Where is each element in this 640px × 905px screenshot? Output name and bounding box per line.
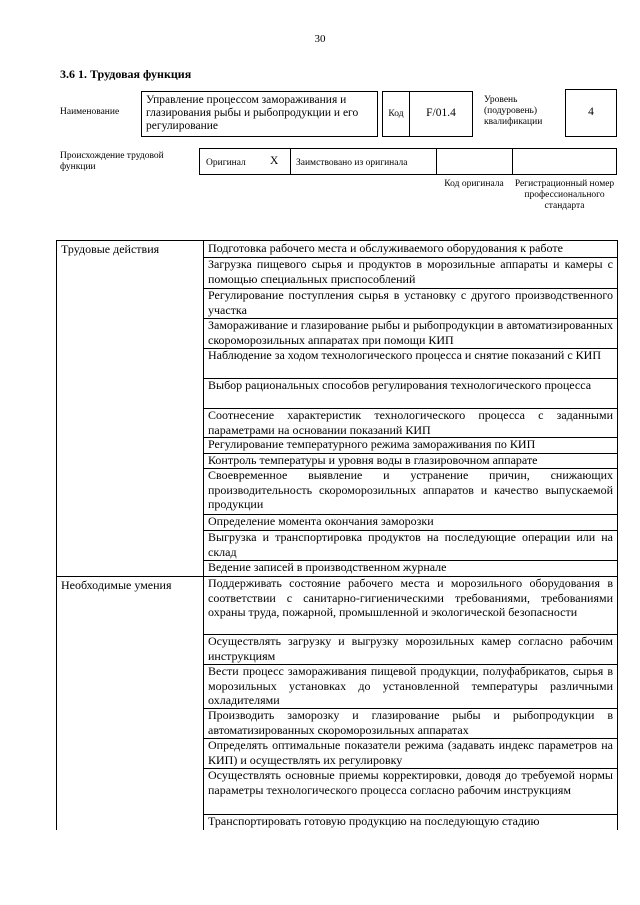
action-item: Определение момента окончания заморозки [208, 514, 434, 528]
section-label-skills: Необходимые умения [61, 578, 172, 592]
page-number: 30 [314, 33, 326, 45]
action-item: Контроль температуры и уровня воды в глазировочном аппарате [208, 453, 538, 467]
borrowed-label: Заимствовано из оригинала [296, 158, 408, 168]
section-label-actions: Трудовые действия [61, 242, 160, 256]
code-value: F/01.4 [426, 107, 456, 119]
skill-item: Транспортировать готовую продукцию на последующую стадию [208, 814, 540, 828]
level-value-box [565, 89, 617, 137]
column-divider [203, 241, 204, 830]
origin-row [199, 148, 617, 175]
origin-divider-1 [290, 149, 291, 174]
action-item: Загрузка пищевого сырья и продуктов в морозильные аппараты и камеры с помощью специальных приспособлений [208, 257, 613, 286]
origin-label: Происхождение трудовой функции [60, 151, 164, 172]
action-item: Подготовка рабочего места и обслуживаемого оборудования к работе [208, 241, 563, 255]
name-value-box [141, 91, 378, 137]
level-value: 4 [588, 106, 594, 118]
action-item: Соотнесение характеристик технологического процесса с заданными параметрами на основании показаний КИП [208, 408, 613, 437]
action-item: Выгрузка и транспортировка продуктов на последующие операции или на склад [208, 530, 613, 559]
action-item: Регулирование температурного режима замораживания по КИП [208, 437, 536, 451]
code-value-box [409, 91, 473, 137]
code-label-box [382, 91, 410, 137]
original-mark: X [270, 155, 279, 167]
skill-item: Поддерживать состояние рабочего места и морозильного оборудования в соответствии с санитарно-гигиеническими требованиями, требованиями охраны труда, пожарной, промышленной и экологической безопасности [208, 576, 613, 620]
action-item: Выбор рациональных способов регулирования технологического процесса [208, 378, 592, 392]
original-label: Оригинал [206, 158, 246, 168]
reg-number-caption: Регистрационный номер профессионального стандарта [514, 179, 615, 211]
section-title: 3.6 1. Трудовая функция [60, 67, 192, 81]
level-label: Уровень (подуровень) квалификации [484, 95, 543, 127]
action-item: Своевременное выявление и устранение причин, снижающих производительность скороморозильных аппаратов и качество выпускаемой продукции [208, 468, 613, 512]
action-item: Наблюдение за ходом технологического процесса и снятие показаний с КИП [208, 348, 601, 362]
skill-item: Вести процесс замораживания пищевой продукции, полуфабрикатов, сырья в морозильных установках до установленной температуры различными охладителями [208, 664, 613, 708]
skill-item: Осуществлять загрузку и выгрузку морозильных камер согласно рабочим инструкциям [208, 634, 613, 663]
action-item: Регулирование поступления сырья в установку с другого производственного участка [208, 288, 613, 317]
main-table [56, 240, 618, 830]
name-label: Наименование [60, 107, 120, 117]
name-value: Управление процессом замораживания и глазирования рыбы и рыбопродукции и его регулирование [146, 94, 359, 132]
code-label: Код [388, 109, 404, 119]
code-orig-caption: Код оригинала [444, 179, 504, 189]
skill-item: Определять оптимальные показатели режима (задавать индекс параметров на КИП) и осуществлять их регулировку [208, 738, 613, 767]
action-item: Замораживание и глазирование рыбы и рыбопродукции в автоматизированных скороморозильных аппаратах при помощи КИП [208, 318, 613, 347]
skill-item: Осуществлять основные приемы корректировки, доводя до требуемой нормы параметры технологического процесса согласно рабочим инструкциям [208, 768, 613, 797]
origin-divider-2 [436, 149, 437, 174]
action-item: Ведение записей в производственном журнале [208, 560, 447, 574]
origin-divider-3 [512, 149, 513, 174]
skill-item: Производить заморозку и глазирование рыбы и рыбопродукции в автоматизированных скороморозильных аппаратах [208, 708, 613, 737]
